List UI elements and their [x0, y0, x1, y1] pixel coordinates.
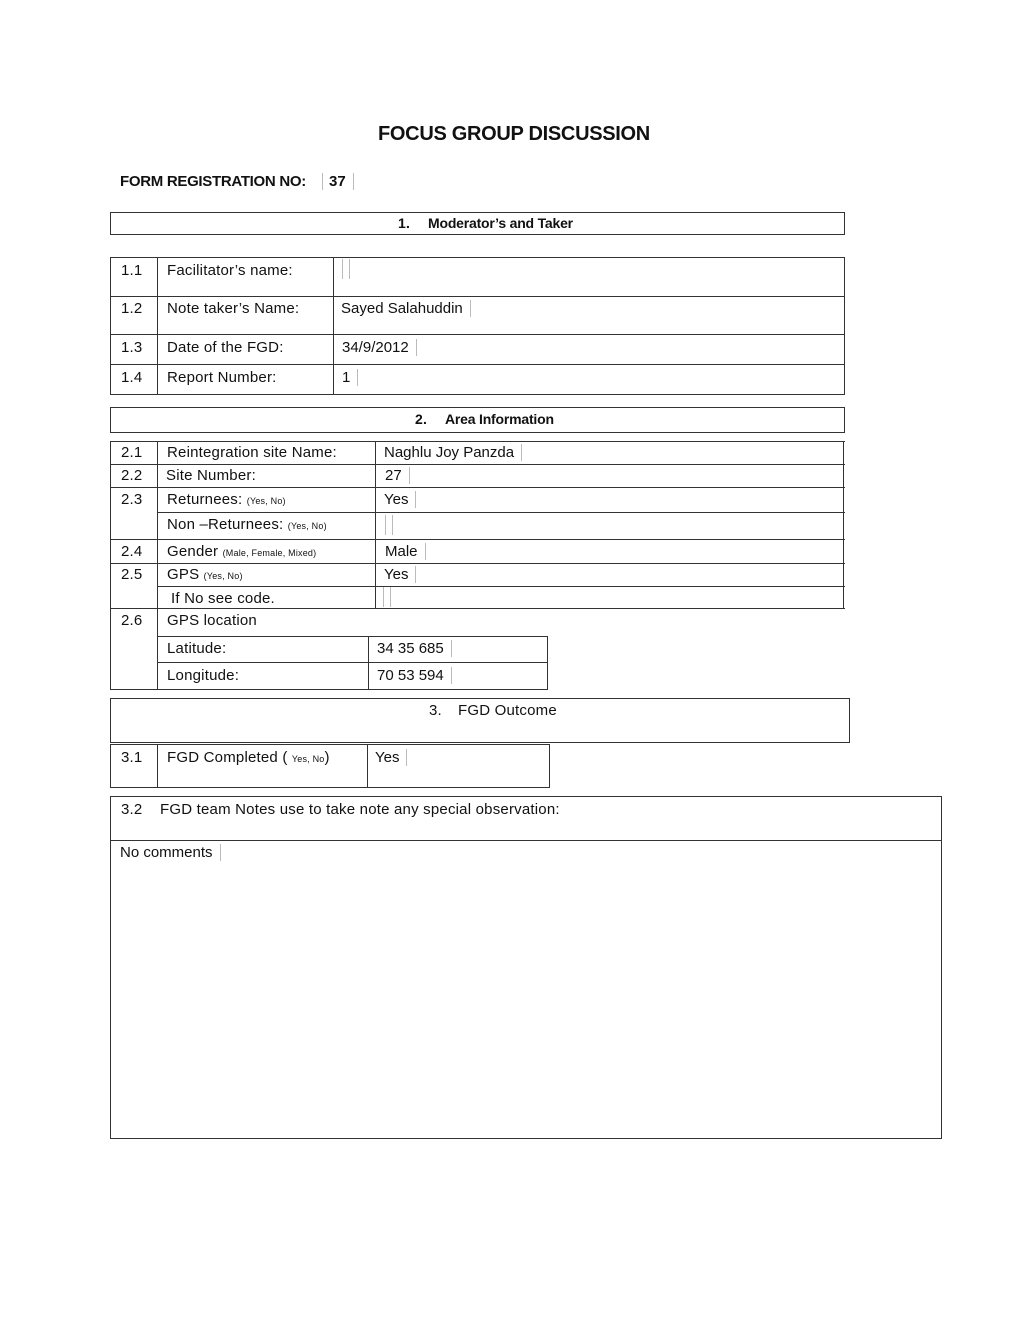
site-name-field[interactable]: Naghlu Joy Panzda [384, 444, 522, 461]
gps-no-code-label: If No see code. [171, 590, 275, 607]
note-taker-field[interactable]: Sayed Salahuddin [341, 300, 471, 317]
facilitator-label: Facilitator’s name: [167, 262, 293, 279]
row-number: 2.4 [121, 543, 143, 560]
section2-heading: Area Information [445, 411, 554, 427]
note-taker-label: Note taker’s Name: [167, 300, 300, 317]
page-title: FOCUS GROUP DISCUSSION [378, 123, 650, 145]
report-number-field[interactable]: 1 [342, 369, 358, 386]
returnees-field[interactable]: Yes [384, 491, 416, 508]
row-number: 2.2 [121, 467, 143, 484]
facilitator-name-field[interactable] [342, 259, 350, 279]
section3-heading: FGD Outcome [458, 702, 557, 719]
latitude-field[interactable]: 34 35 685 [377, 640, 452, 657]
registration-label: FORM REGISTRATION NO: [120, 173, 306, 190]
gps-label: GPS (Yes, No) [167, 566, 243, 583]
latitude-label: Latitude: [167, 640, 227, 657]
returnees-label: Returnees: (Yes, No) [167, 491, 286, 508]
notes-field[interactable]: No comments [120, 844, 221, 861]
row-number: 1.2 [121, 300, 143, 317]
row-number: 3.2 [121, 801, 143, 818]
section1-heading: Moderator’s and Taker [428, 215, 573, 231]
notes-label: FGD team Notes use to take note any special observation: [160, 801, 560, 818]
gps-code-field[interactable] [383, 587, 391, 607]
section1-heading-number: 1. [398, 215, 411, 231]
section2-heading-number: 2. [415, 411, 428, 427]
row-number: 2.6 [121, 612, 143, 629]
fgd-completed-field[interactable]: Yes [375, 749, 407, 766]
section3-heading-number: 3. [429, 702, 442, 719]
row-number: 1.1 [121, 262, 143, 279]
gps-field[interactable]: Yes [384, 566, 416, 583]
site-number-field[interactable]: 27 [385, 467, 410, 484]
row-number: 1.3 [121, 339, 143, 356]
gender-field[interactable]: Male [385, 543, 426, 560]
fgd-completed-label: FGD Completed ( Yes, No) [167, 749, 330, 766]
site-name-label: Reintegration site Name: [167, 444, 337, 461]
row-number: 2.5 [121, 566, 143, 583]
fgd-date-field[interactable]: 34/9/2012 [342, 339, 417, 356]
longitude-field[interactable]: 70 53 594 [377, 667, 452, 684]
fgd-date-label: Date of the FGD: [167, 339, 284, 356]
row-number: 2.3 [121, 491, 143, 508]
non-returnees-field[interactable] [385, 515, 393, 535]
longitude-label: Longitude: [167, 667, 240, 684]
registration-value[interactable]: 37 [322, 173, 354, 190]
report-number-label: Report Number: [167, 369, 277, 386]
row-number: 3.1 [121, 749, 143, 766]
gender-label: Gender (Male, Female, Mixed) [167, 543, 317, 560]
row-number: 2.1 [121, 444, 143, 461]
notes-box [110, 796, 942, 1139]
row-number: 1.4 [121, 369, 143, 386]
site-number-label: Site Number: [166, 467, 256, 484]
non-returnees-label: Non –Returnees: (Yes, No) [167, 516, 327, 533]
gps-location-label: GPS location [167, 612, 257, 629]
